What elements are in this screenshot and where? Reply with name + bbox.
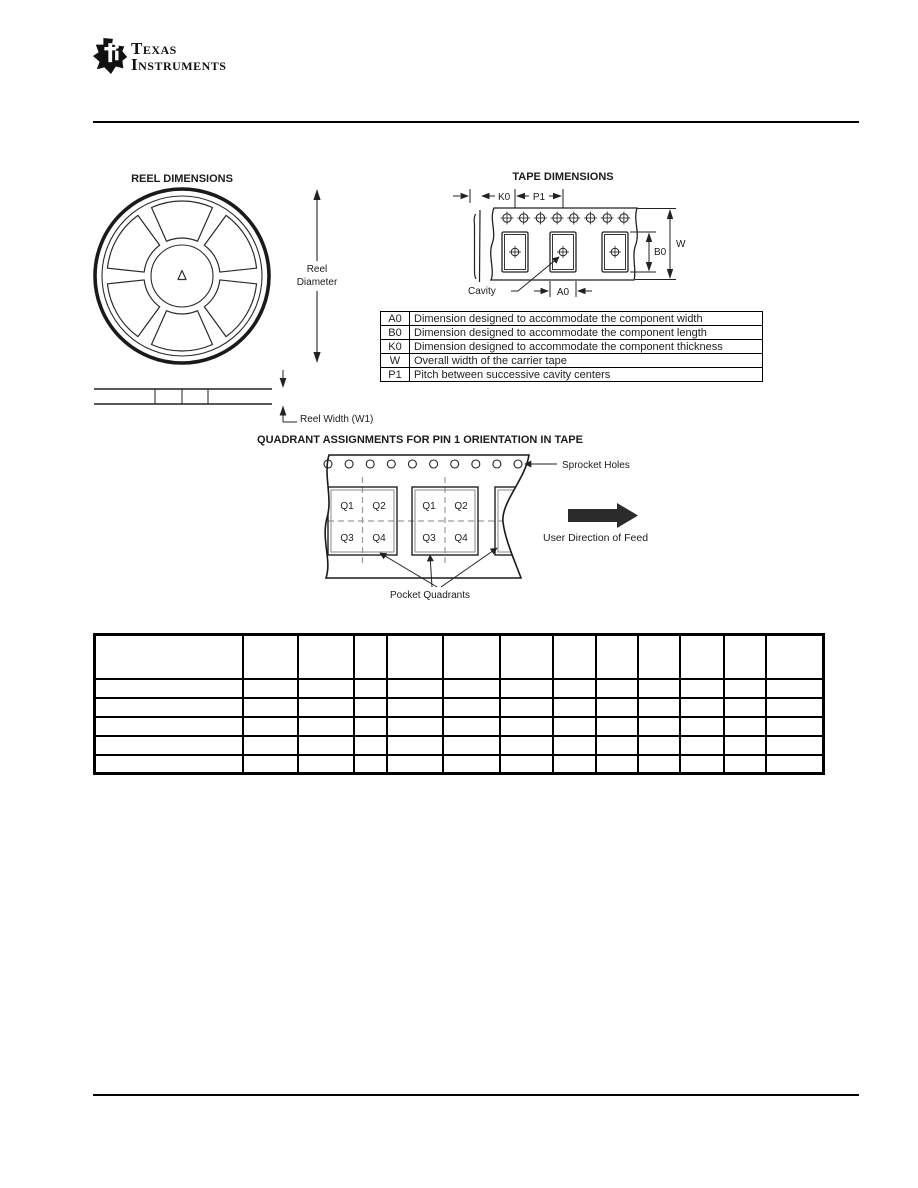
packaging-cell: [638, 717, 680, 736]
packaging-data-row: [95, 717, 824, 736]
definition-row: [381, 326, 763, 340]
packaging-cell: [724, 635, 766, 679]
packaging-cell: [387, 698, 443, 717]
packaging-cell: [724, 755, 766, 774]
packaging-cell: [596, 736, 638, 755]
w-dimension: [635, 209, 676, 280]
definition-desc: Dimension designed to accommodate the component width: [410, 312, 763, 326]
definition-term: B0: [381, 326, 410, 340]
packaging-cell: [724, 717, 766, 736]
packaging-cell: [596, 717, 638, 736]
definition-row: [381, 340, 763, 354]
reel-diameter-dimension: [313, 189, 320, 363]
definition-desc: Dimension designed to accommodate the component thickness: [410, 340, 763, 354]
definition-desc: Pitch between successive cavity centers: [410, 368, 763, 382]
packaging-cell: [354, 717, 387, 736]
k0-dimension: [453, 189, 495, 203]
sprocket-holes-label: Sprocket Holes: [562, 460, 630, 471]
tape-dimensions-title: TAPE DIMENSIONS: [512, 171, 614, 183]
ti-texas-logo-icon: [92, 37, 130, 75]
packaging-cell: [766, 717, 824, 736]
packaging-cell: [680, 679, 724, 698]
packaging-cell: [387, 679, 443, 698]
packaging-cell: [724, 736, 766, 755]
reel-diameter-label-1: Reel: [306, 264, 328, 275]
arrow-up: [313, 189, 320, 200]
definition-term: P1: [381, 368, 410, 382]
brand-wordmark: [131, 41, 226, 73]
packaging-cell: [354, 698, 387, 717]
packaging-cell: [298, 755, 354, 774]
packaging-cell: [596, 698, 638, 717]
packaging-cell: [596, 755, 638, 774]
packaging-cell: [95, 635, 243, 679]
packaging-cell: [638, 698, 680, 717]
definition-desc: Overall width of the carrier tape: [410, 354, 763, 368]
packaging-cell: [95, 679, 243, 698]
definition-row: [381, 354, 763, 368]
packaging-data-row: [95, 698, 824, 717]
packaging-cell: [354, 755, 387, 774]
packaging-cell: [553, 679, 596, 698]
packaging-cell: [638, 679, 680, 698]
pocket1-q3: Q3: [340, 533, 354, 544]
packaging-data-row: [95, 736, 824, 755]
definition-row: [381, 368, 763, 382]
packaging-cell: [553, 717, 596, 736]
pocket-quadrants-label: Pocket Quadrants: [389, 590, 471, 601]
b0-label: B0: [654, 247, 667, 258]
packaging-cell: [638, 635, 680, 679]
packaging-cell: [553, 736, 596, 755]
packaging-cell: [243, 698, 298, 717]
packaging-cell: [443, 635, 500, 679]
packaging-cell: [387, 755, 443, 774]
packaging-cell: [766, 698, 824, 717]
arrow-up: [280, 406, 287, 416]
reel-front-view: [95, 173, 269, 363]
definition-term: W: [381, 354, 410, 368]
reel-dimensions-title: REEL DIMENSIONS: [131, 173, 233, 185]
arrow-down: [280, 378, 287, 388]
packaging-cell: [724, 679, 766, 698]
arrow-down: [313, 352, 320, 363]
header-rule: [93, 121, 859, 123]
packaging-cell: [95, 755, 243, 774]
packaging-cell: [638, 755, 680, 774]
packaging-cell: [596, 679, 638, 698]
packaging-cell: [387, 635, 443, 679]
k0-label: K0: [498, 192, 511, 203]
packaging-cell: [243, 755, 298, 774]
dimension-definitions-table: [380, 311, 763, 382]
packaging-cell: [500, 755, 553, 774]
packaging-cell: [243, 736, 298, 755]
p1-label: P1: [532, 192, 546, 203]
definition-term: K0: [381, 340, 410, 354]
footer-rule: [93, 1094, 859, 1096]
a0-label: A0: [556, 287, 570, 298]
tape-reel-figure: [85, 160, 785, 620]
packaging-cell: [553, 755, 596, 774]
packaging-cell: [443, 755, 500, 774]
packaging-cell: [298, 679, 354, 698]
packaging-cell: [443, 717, 500, 736]
packaging-cell: [443, 736, 500, 755]
packaging-cell: [243, 635, 298, 679]
packaging-cell: [766, 736, 824, 755]
packaging-cell: [724, 698, 766, 717]
packaging-cell: [298, 698, 354, 717]
packaging-cell: [766, 635, 824, 679]
packaging-cell: [500, 635, 553, 679]
packaging-cell: [95, 698, 243, 717]
packaging-header-row: [95, 635, 824, 679]
packaging-cell: [354, 679, 387, 698]
definition-desc: Dimension designed to accommodate the component length: [410, 326, 763, 340]
feed-direction-arrow: [568, 503, 638, 528]
packaging-cell: [500, 698, 553, 717]
packaging-cell: [553, 635, 596, 679]
packaging-cell: [500, 736, 553, 755]
packaging-cell: [500, 679, 553, 698]
pocket1-q4: Q4: [372, 533, 386, 544]
packaging-data-table: [93, 633, 825, 775]
packaging-cell: [680, 635, 724, 679]
reel-side-view: [94, 370, 297, 422]
packaging-cell: [443, 679, 500, 698]
pocket1-q1: Q1: [340, 501, 354, 512]
packaging-cell: [95, 717, 243, 736]
packaging-cell: [638, 736, 680, 755]
packaging-data-row: [95, 679, 824, 698]
packaging-data-row: [95, 755, 824, 774]
packaging-cell: [766, 755, 824, 774]
brand-line1: Texas: [131, 39, 177, 58]
packaging-cell: [243, 717, 298, 736]
brand-line2: Instruments: [131, 55, 227, 74]
packaging-cell: [596, 635, 638, 679]
packaging-cell: [680, 717, 724, 736]
packaging-cell: [298, 717, 354, 736]
packaging-cell: [298, 635, 354, 679]
pocket1-q2: Q2: [372, 501, 386, 512]
packaging-cell: [95, 736, 243, 755]
packaging-cell: [680, 736, 724, 755]
cavity-label: Cavity: [468, 286, 496, 297]
pocket2-q2: Q2: [454, 501, 468, 512]
packaging-cell: [500, 717, 553, 736]
pocket2-q1: Q1: [422, 501, 436, 512]
packaging-cell: [680, 698, 724, 717]
packaging-cell: [387, 736, 443, 755]
quadrant-title: QUADRANT ASSIGNMENTS FOR PIN 1 ORIENTATION IN TAPE: [257, 434, 583, 446]
packaging-cell: [354, 736, 387, 755]
pocket2-q4: Q4: [454, 533, 468, 544]
reel-width-label: Reel Width (W1): [300, 414, 374, 425]
w-label: W: [676, 239, 686, 250]
pocket2-q3: Q3: [422, 533, 436, 544]
definition-term: A0: [381, 312, 410, 326]
packaging-cell: [387, 717, 443, 736]
packaging-cell: [298, 736, 354, 755]
reel-diameter-label-2: Diameter: [296, 277, 338, 288]
feed-direction-label: User Direction of Feed: [543, 532, 649, 544]
packaging-cell: [766, 679, 824, 698]
packaging-cell: [443, 698, 500, 717]
packaging-cell: [354, 635, 387, 679]
packaging-cell: [553, 698, 596, 717]
packaging-cell: [680, 755, 724, 774]
definition-row: [381, 312, 763, 326]
packaging-cell: [243, 679, 298, 698]
tape-edge-side-view: [474, 210, 480, 282]
